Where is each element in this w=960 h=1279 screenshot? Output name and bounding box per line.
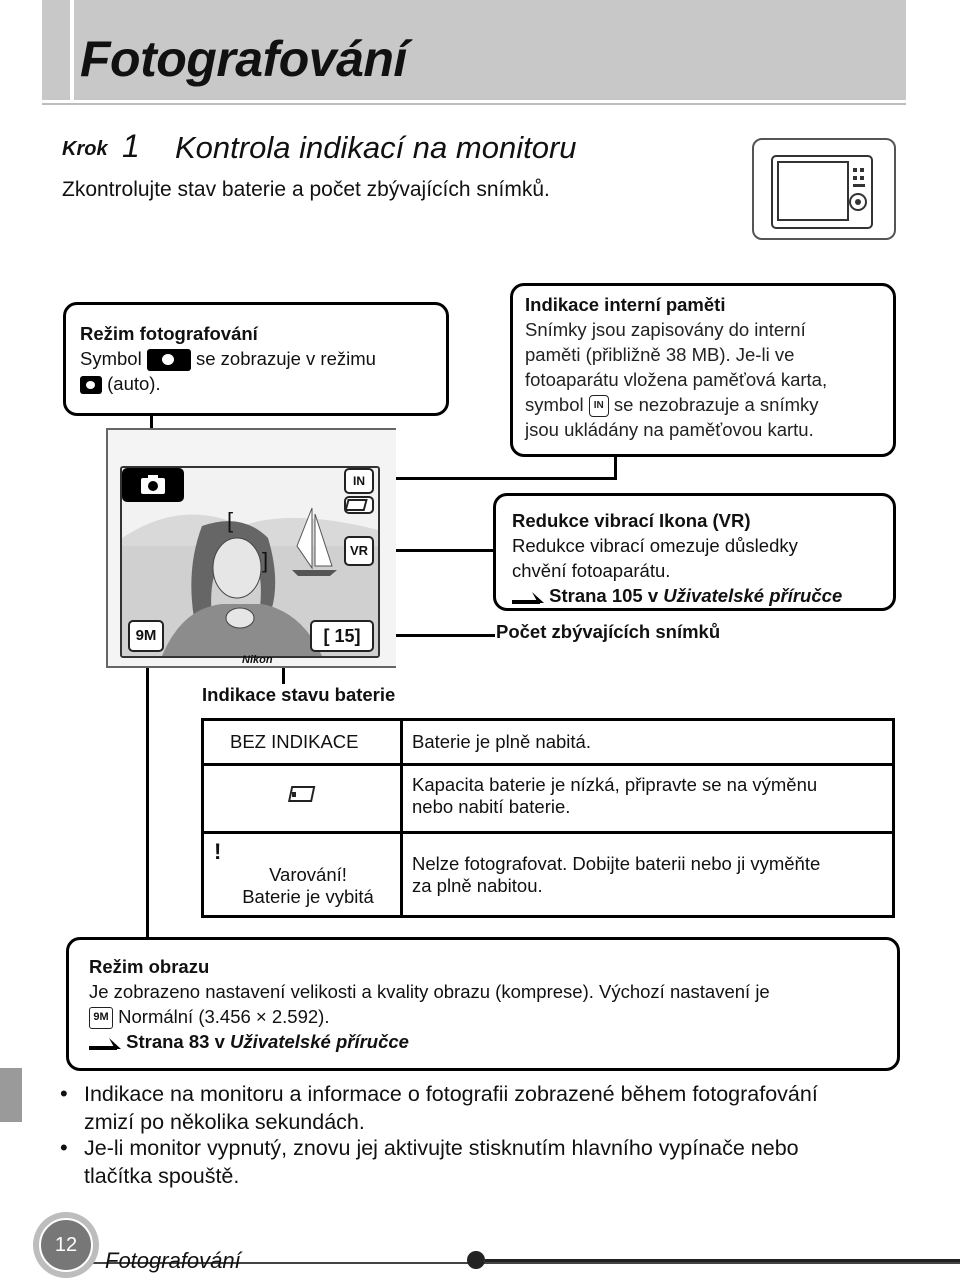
footer-section-title: Fotografování	[105, 1248, 241, 1273]
table-cell-state	[228, 864, 388, 908]
callout-text: symbol	[525, 394, 584, 415]
table-cell-line: Kapacita baterie je nízká, připravte se na výměnu	[412, 774, 818, 795]
table-cell-meaning	[412, 774, 817, 818]
svg-text:]: ]	[262, 548, 269, 573]
camera-back-icon	[754, 140, 894, 238]
label-battery-indicator: Indikace stavu baterie	[202, 684, 396, 705]
low-battery-icon	[288, 783, 318, 805]
callout-line	[80, 346, 432, 371]
callout-line	[525, 392, 881, 417]
internal-memory-indicator: IN	[344, 468, 374, 494]
footer-rule	[485, 1259, 960, 1262]
label-remaining-count: Počet zbývajících snímků	[496, 621, 721, 642]
callout-text: (auto).	[107, 373, 161, 395]
camera-mode-icon	[147, 349, 191, 371]
vr-indicator: VR	[344, 536, 374, 566]
table-cell-meaning: Baterie je plně nabitá.	[412, 731, 591, 752]
table-cell-meaning	[412, 853, 820, 897]
bullet-line: Je-li monitor vypnutý, znovu jej aktivujte stisknutím hlavního vypínače nebo	[84, 1136, 799, 1160]
page-number: 12	[39, 1218, 93, 1272]
header-separator	[70, 0, 74, 103]
callout-image-mode	[66, 937, 900, 1071]
callout-reference	[89, 1029, 877, 1054]
footer-dot-icon	[467, 1251, 485, 1269]
callout-title: Redukce vibrací Ikona (VR)	[512, 510, 751, 531]
callout-line: jsou ukládány na paměťovou kartu.	[525, 419, 814, 441]
callout-title: Indikace interní paměti	[525, 294, 726, 315]
camera-icon	[124, 470, 182, 500]
connector-line	[614, 457, 617, 479]
callout-title: Režim obrazu	[89, 956, 210, 977]
reference-text: Strana 105 v	[549, 585, 659, 606]
callout-text: Symbol	[80, 348, 142, 369]
callout-line: Je zobrazeno nastavení velikosti a kvality obrazu (komprese). Výchozí nastavení je	[89, 981, 770, 1002]
image-mode-indicator: 9M	[128, 620, 164, 652]
table-cell-line: Varování!	[269, 864, 347, 885]
bullet-item	[84, 1080, 924, 1136]
table-divider	[400, 721, 403, 915]
brand-logo: Nikon	[242, 654, 273, 666]
table-cell-state: BEZ INDIKACE	[230, 731, 359, 752]
reference-arrow-icon	[512, 590, 544, 604]
camera-illustration	[752, 138, 896, 240]
auto-mode-icon	[80, 376, 102, 394]
callout-title: Režim fotografování	[80, 323, 258, 344]
warning-icon: !	[214, 839, 222, 864]
reference-manual: Uživatelské příručce	[230, 1031, 409, 1053]
table-cell-state	[288, 783, 318, 810]
battery-status-table	[201, 718, 895, 918]
remaining-count-indicator: [ 15]	[310, 620, 374, 652]
reference-manual: Uživatelské příručce	[663, 585, 843, 606]
callout-text: se nezobrazuje a snímky	[613, 394, 819, 415]
callout-line: chvění fotoaparátu.	[512, 560, 671, 581]
battery-icon	[346, 498, 372, 512]
step-title: Kontrola indikací na monitoru	[175, 130, 577, 165]
step-label: Krok	[62, 138, 108, 160]
step-number: 1	[122, 128, 140, 164]
reference-text: Strana 83 v	[126, 1031, 225, 1053]
callout-line: paměti (přibližně 38 MB). Je-li ve	[525, 344, 795, 365]
table-cell-line: Baterie je vybitá	[242, 886, 374, 907]
remaining-count-value: 15	[334, 626, 355, 646]
internal-memory-icon: IN	[589, 395, 609, 417]
bullet-line: tlačítka spouště.	[84, 1164, 240, 1188]
reference-arrow-icon	[89, 1036, 121, 1050]
callout-shooting-mode	[63, 302, 449, 416]
connector-line	[146, 662, 149, 938]
svg-text:[: [	[227, 508, 234, 533]
callout-internal-memory	[510, 283, 896, 457]
callout-line	[89, 1004, 877, 1029]
callout-line: Redukce vibrací omezuje důsledky	[512, 535, 798, 556]
shooting-mode-indicator	[122, 468, 184, 502]
callout-line	[80, 371, 432, 396]
table-divider	[204, 831, 892, 834]
step-description: Zkontrolujte stav baterie a počet zbývajících snímků.	[62, 178, 550, 201]
callout-text: se zobrazuje v režimu	[195, 348, 376, 369]
battery-indicator	[344, 496, 374, 514]
bullet-icon: •	[60, 1081, 68, 1106]
table-cell-line: Nelze fotografovat. Dobijte baterii nebo ji vyměňte	[412, 853, 821, 874]
bullet-line: Indikace na monitoru a informace o fotografii zobrazené během fotografování	[84, 1082, 818, 1106]
table-divider	[204, 763, 892, 766]
image-mode-icon: 9M	[89, 1007, 113, 1029]
callout-line: Snímky jsou zapisovány do interní	[525, 319, 806, 340]
table-cell-line: nebo nabití baterie.	[412, 796, 571, 817]
callout-text: Normální (3.456 × 2.592).	[118, 1006, 330, 1027]
callout-vibration-reduction	[493, 493, 896, 611]
chapter-title: Fotografování	[80, 31, 407, 87]
callout-reference	[512, 583, 877, 608]
callout-line: fotoaparátu vložena paměťová karta,	[525, 369, 828, 390]
connector-line	[368, 477, 617, 480]
table-cell-line: za plně nabitou.	[412, 875, 543, 896]
bullet-line: zmizí po několika sekundách.	[84, 1110, 365, 1134]
bullet-icon: •	[60, 1135, 68, 1160]
side-tab-marker	[0, 1068, 22, 1122]
bullet-item	[84, 1134, 924, 1190]
